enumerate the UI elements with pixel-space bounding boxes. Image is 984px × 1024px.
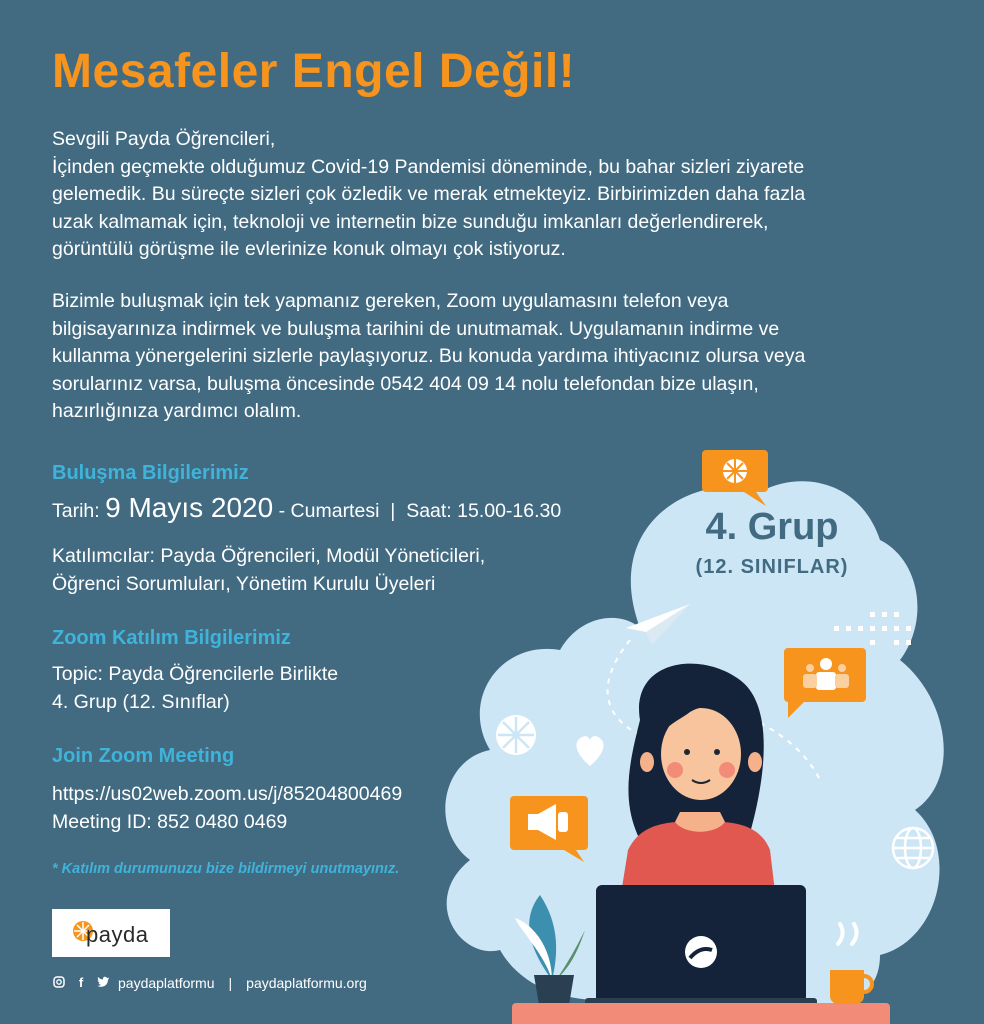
date-value: 9 Mayıs 2020 <box>105 492 274 523</box>
footer <box>52 975 367 991</box>
participants-line: Öğrenci Sorumluları, Yönetim Kurulu Üyeleri <box>52 572 436 595</box>
instructions-line: Bizimle buluşmak için tek yapmanız gereken, Zoom uygulamasını telefon veya <box>52 290 729 312</box>
intro-line: İçinden geçmekte olduğumuz Covid-19 Pandemisi döneminde, bu bahar sizleri ziyarete <box>52 155 805 178</box>
intro-line: gelemedik. Bu süreçte sizleri çok özledik ve merak etmekteyiz. Birbirimizden daha fazla <box>52 183 806 205</box>
intro-line: uzak kalmamak için, teknoloji ve internetin bize sunduğu imkanları değerlendirerek, <box>52 210 769 233</box>
reminder-note: * Katılım durumunuzu bize bildirmeyi unutmayınız. <box>52 861 400 877</box>
facebook-icon[interactable]: f <box>78 975 84 990</box>
instructions-line: bilgisayarınıza indirmek ve buluşma tarihini de unutmamak. Uygulamanın indirme ve <box>52 317 780 340</box>
participants-line: Katılımcılar: Payda Öğrencileri, Modül Yöneticileri, <box>52 545 486 567</box>
social-handle[interactable]: paydaplatformu <box>118 975 215 991</box>
page-title: Mesafeler Engel Değil! <box>52 45 576 98</box>
separator: | <box>390 500 396 522</box>
day-label: - Cumartesi <box>278 500 380 522</box>
topic-line: 4. Grup (12. Sınıflar) <box>52 690 230 713</box>
join-heading: Join Zoom Meeting <box>52 745 235 767</box>
group-badge: 4. Grup <box>705 506 839 548</box>
join-details <box>52 781 402 836</box>
time-label: Saat: 15.00-16.30 <box>406 500 562 522</box>
meeting-date-line <box>52 494 561 526</box>
zoom-topic <box>52 661 338 716</box>
logo-text: payda <box>86 922 149 947</box>
website-link[interactable]: paydaplatformu.org <box>246 975 367 991</box>
meeting-id: Meeting ID: 852 0480 0469 <box>52 810 288 833</box>
desk <box>512 1003 890 1024</box>
intro-line: görüntülü görüşme ile evlerinize konuk olmayı çok istiyoruz. <box>52 238 566 260</box>
instagram-icon[interactable] <box>52 976 66 990</box>
instructions-line: kullanma yönergelerini sizlerle paylaşıyoruz. Bu konuda yardıma ihtiyacınız olursa veya <box>52 345 806 367</box>
mug-icon <box>830 970 864 1004</box>
payda-logo <box>52 909 170 957</box>
instructions-line: hazırlığınıza yardımcı olalım. <box>52 400 302 422</box>
footer-separator: | <box>228 975 233 991</box>
intro-line: Sevgili Payda Öğrencileri, <box>52 128 276 150</box>
topic-line: Topic: Payda Öğrencilerle Birlikte <box>52 663 339 685</box>
instructions-line: sorularınız varsa, buluşma öncesinde 0542 404 09 14 nolu telefondan bize ulaşın, <box>52 372 759 395</box>
meeting-url[interactable]: https://us02web.zoom.us/j/85204800469 <box>52 783 403 805</box>
meeting-heading: Buluşma Bilgilerimiz <box>52 462 249 484</box>
twitter-icon[interactable] <box>96 976 110 990</box>
date-label: Tarih: <box>52 500 100 522</box>
participants <box>52 543 485 598</box>
classes-badge: (12. SINIFLAR) <box>695 556 849 578</box>
plant-pot <box>534 975 574 1005</box>
zoom-heading: Zoom Katılım Bilgilerimiz <box>52 627 291 649</box>
